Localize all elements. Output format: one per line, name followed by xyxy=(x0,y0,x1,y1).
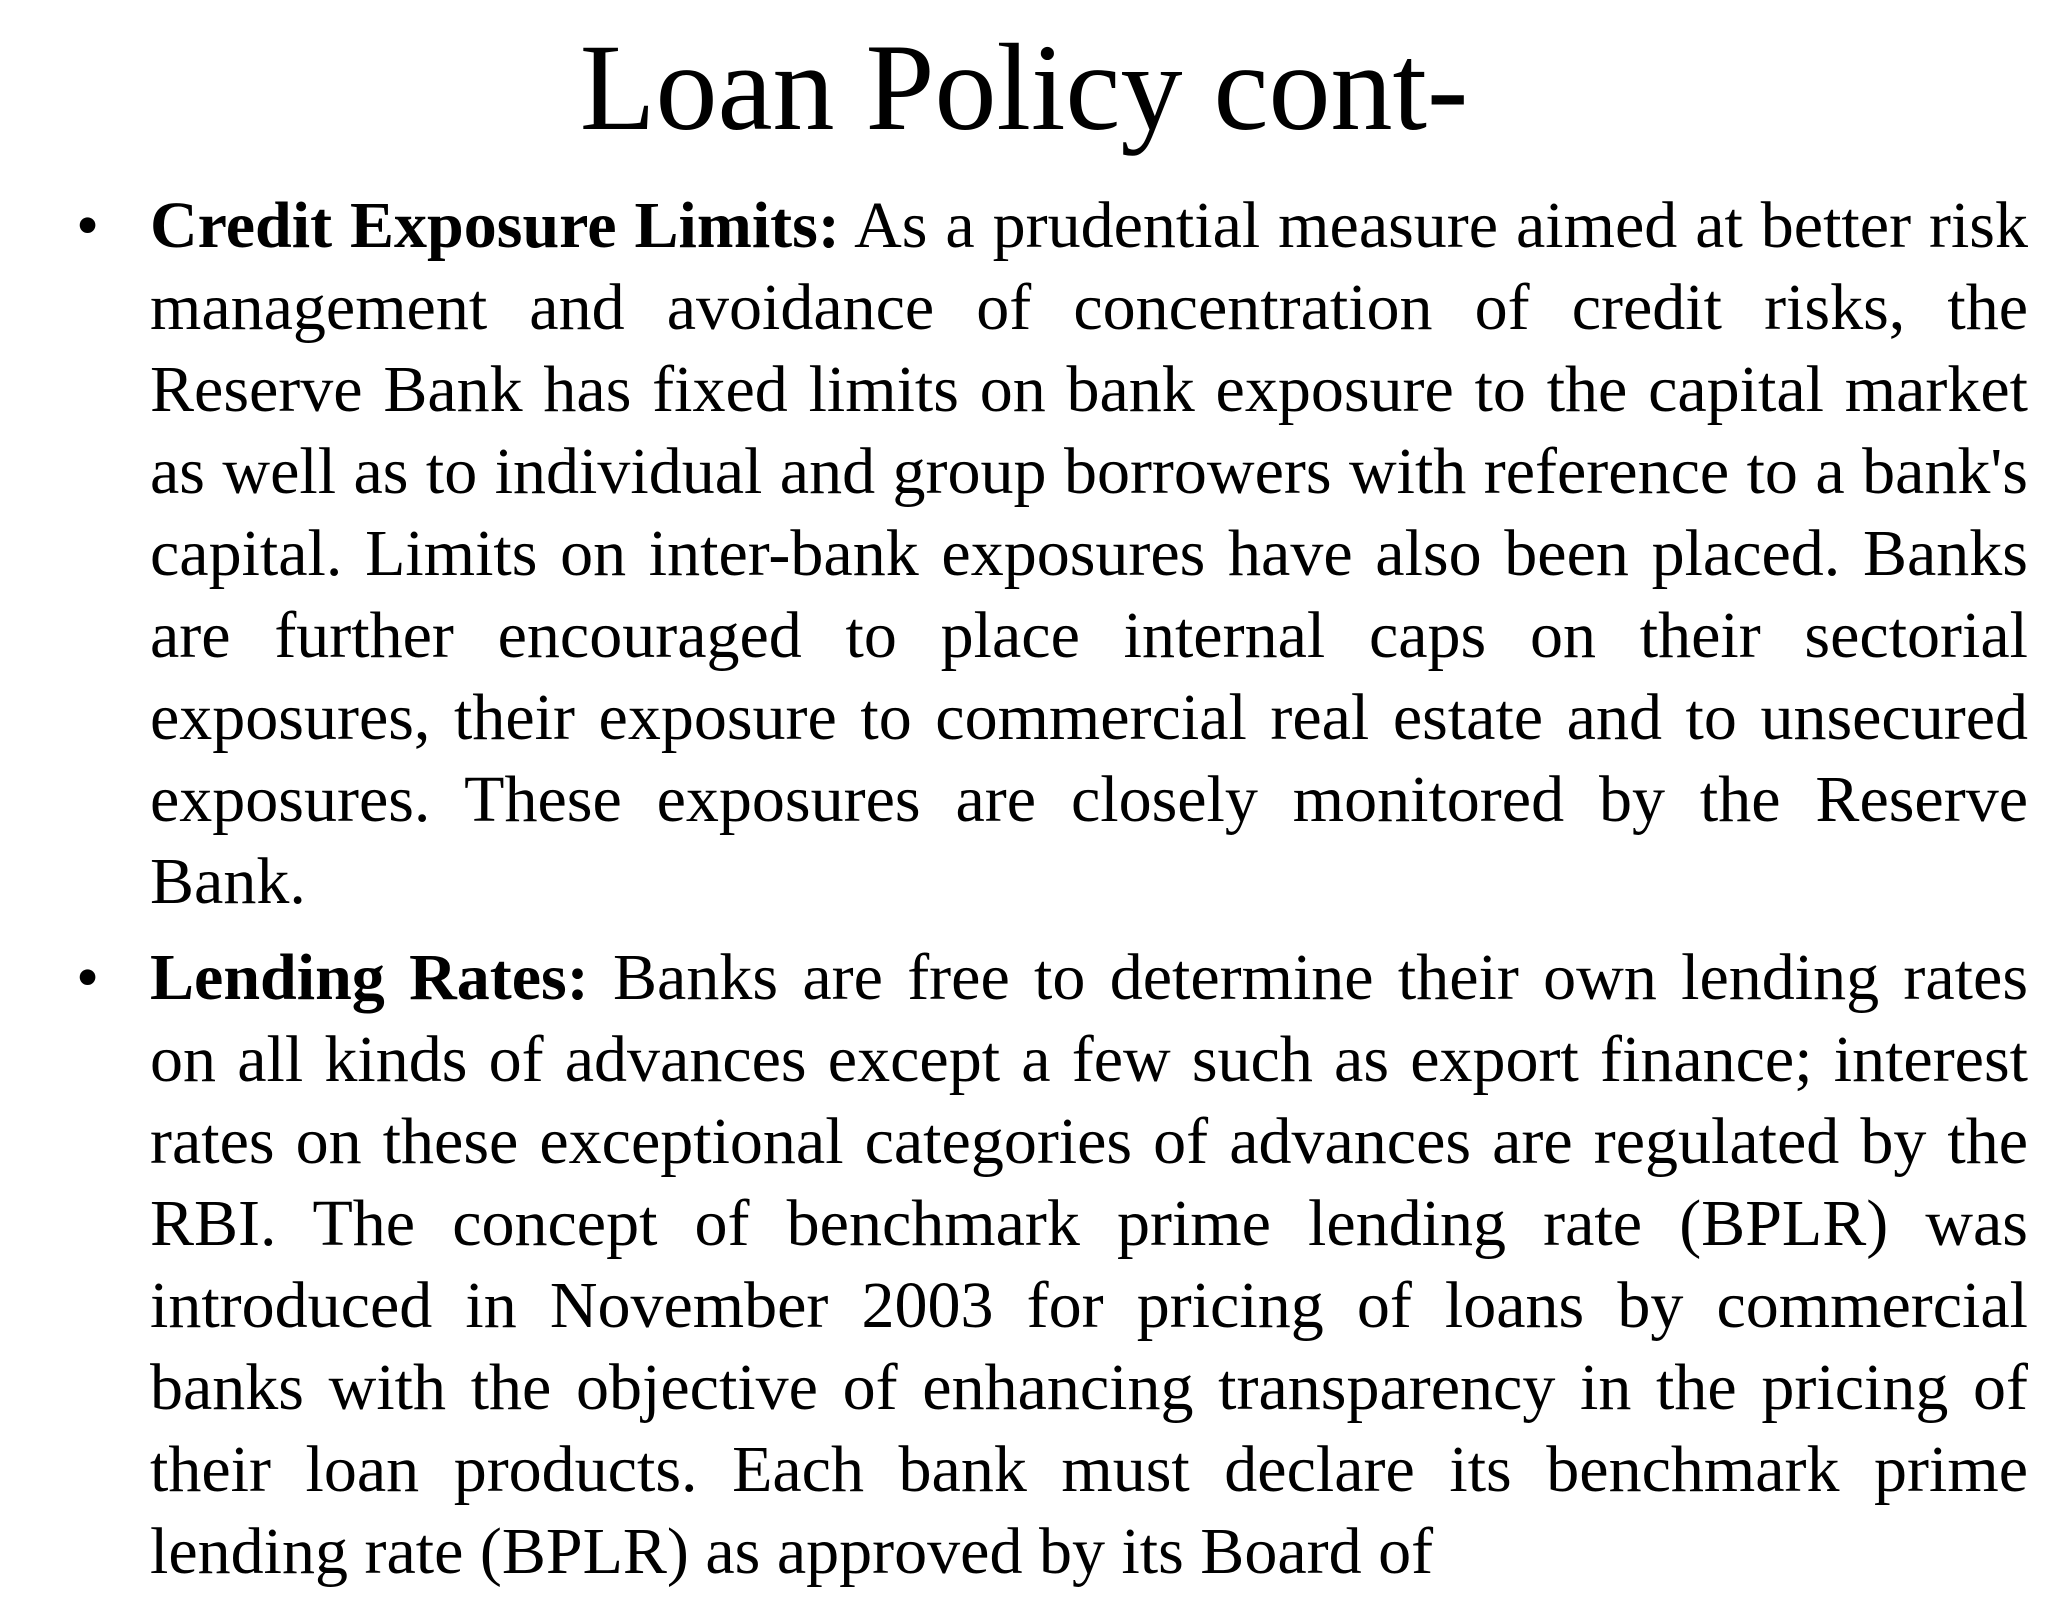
bullet-paragraph xyxy=(150,937,2028,1593)
bullet-marker: • xyxy=(76,189,100,262)
bullet-marker: • xyxy=(76,941,100,1014)
bullet-list xyxy=(0,185,2048,1607)
bullet-item-lending-rates xyxy=(0,937,2048,1593)
bullet-body: Banks are free to determine their own lending rates on all kinds of advances except a few such as export finance; interest rates on these exceptional categories of advances are regulated by the RBI. The concept of benchmark prime lending rate (BPLR) was introduced in November 2003 for pricing of loans by commercial banks with the objective of enhancing transparency in the pricing of their loan products. Each bank must declare its benchmark prime lending rate (BPLR) as approved by its Board of xyxy=(150,941,2028,1588)
slide-title: Loan Policy cont- xyxy=(579,19,1469,156)
bullet-heading: Credit Exposure Limits: xyxy=(150,189,840,262)
bullet-heading: Lending Rates: xyxy=(150,941,589,1014)
bullet-item-credit-exposure-limits xyxy=(0,185,2048,923)
bullet-paragraph xyxy=(150,185,2028,923)
bullet-body: As a prudential measure aimed at better risk management and avoidance of concentration of credit risks, the Reserve Bank has fixed limits on bank exposure to the capital market as well as to individual and group borrowers with reference to a bank's capital. Limits on inter-bank exposures have also been placed. Banks are further encouraged to place internal caps on their sectorial exposures, their exposure to commercial real estate and to unsecured exposures. These exposures are closely monitored by the Reserve Bank. xyxy=(150,189,2028,918)
